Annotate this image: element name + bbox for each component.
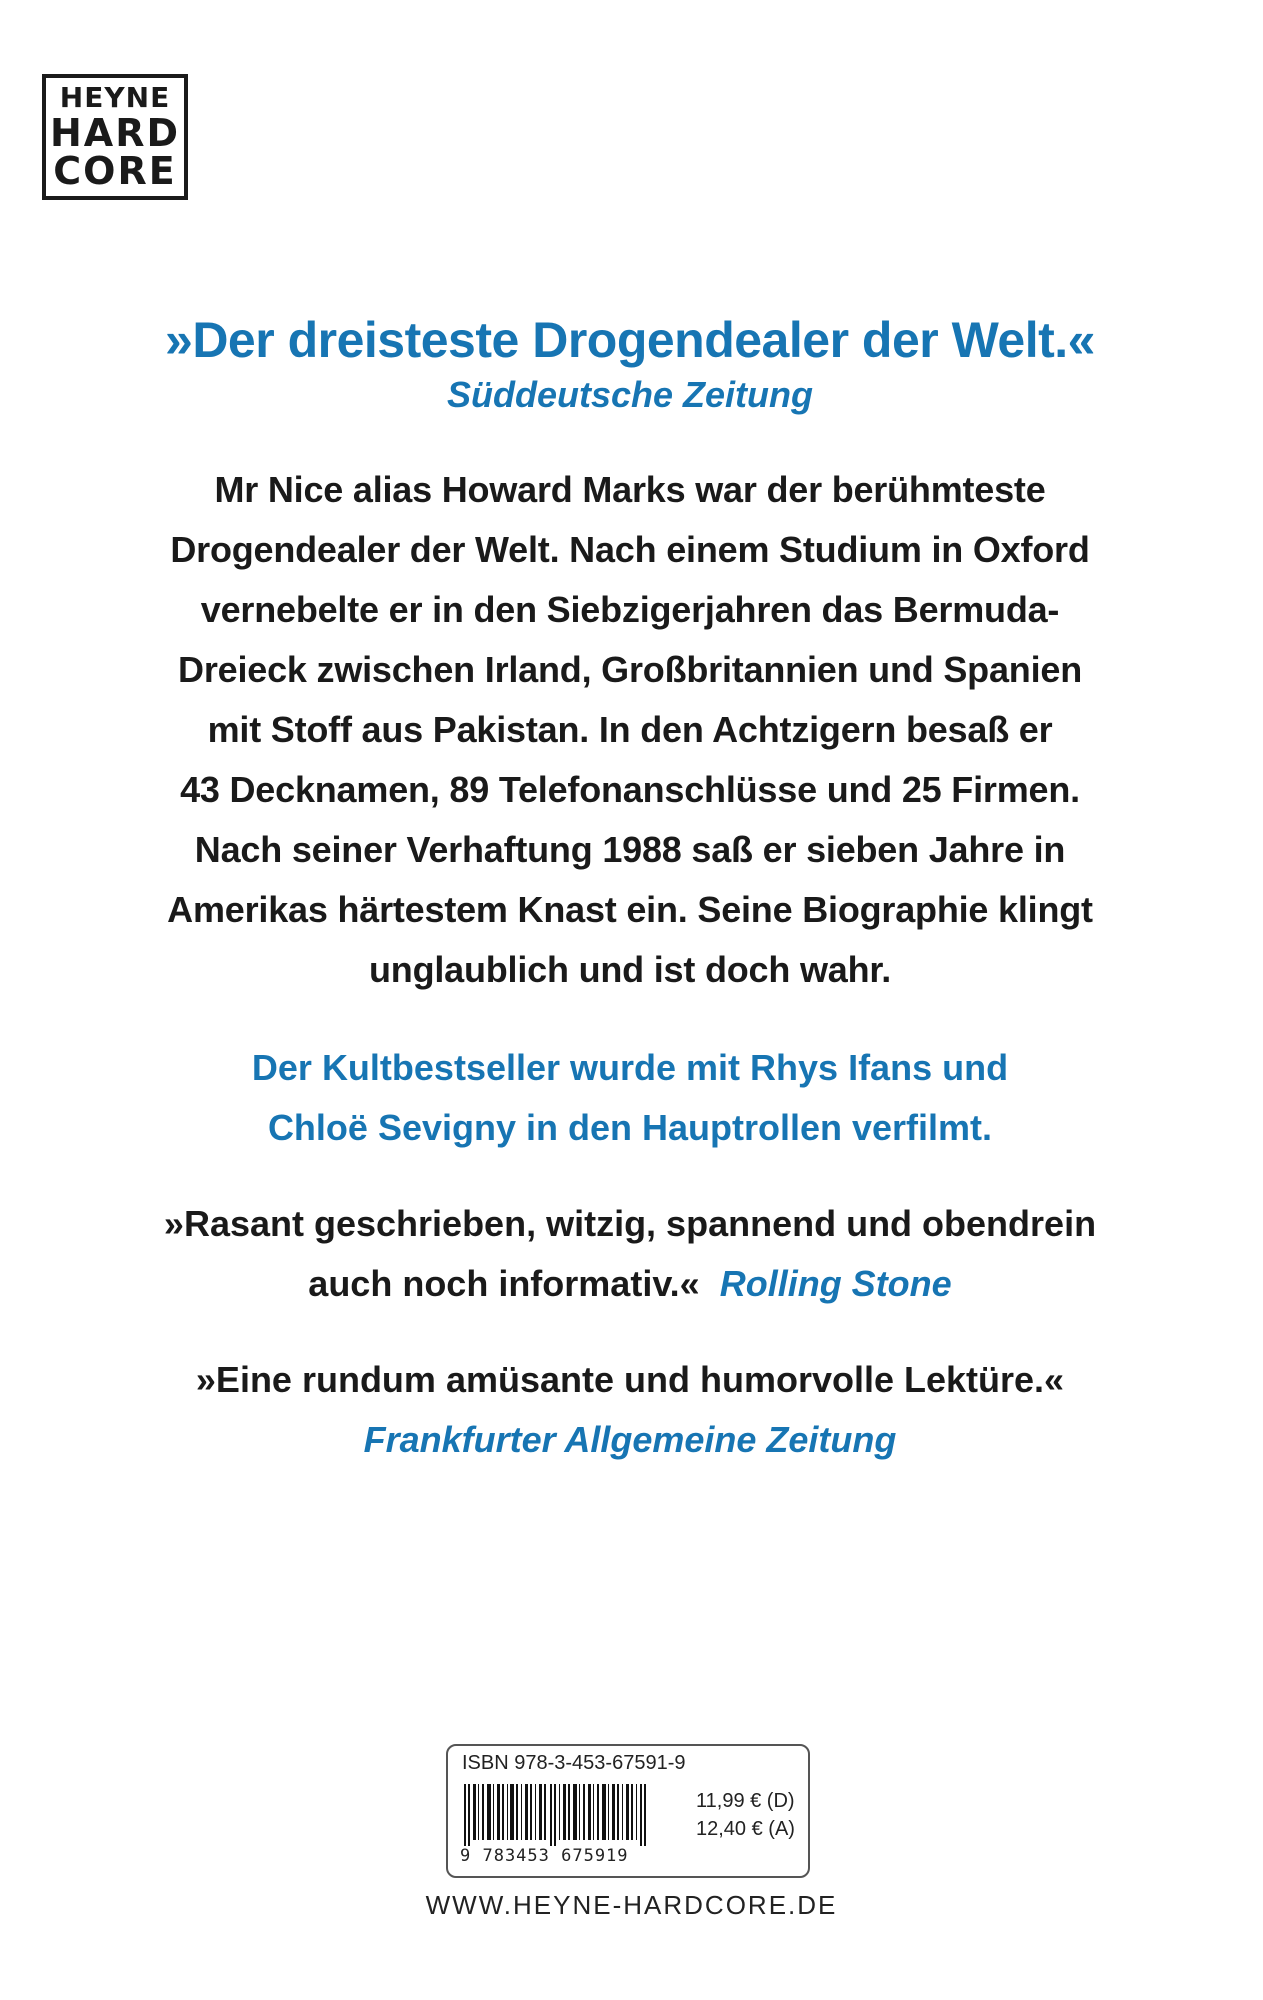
price-germany: 11,99 € (D) — [696, 1790, 795, 1812]
blurb-line: vernebelte er in den Siebzigerjahren das Bermuda- — [200, 589, 1060, 630]
review1-line-2: auch noch informativ.« — [308, 1263, 700, 1304]
review1-line-1: »Rasant geschrieben, witzig, spannend und obendrein — [163, 1203, 1097, 1244]
review-faz — [100, 1350, 1160, 1470]
barcode-digits: 9 783453 675919 — [460, 1846, 629, 1866]
blurb-line: Amerikas härtestem Knast ein. Seine Biographie klingt — [167, 889, 1093, 930]
review2-source: Frankfurter Allgemeine Zeitung — [363, 1419, 897, 1460]
barcode-box — [446, 1744, 810, 1878]
review2-line-1: »Eine rundum amüsante und humorvolle Lektüre.« — [195, 1359, 1065, 1400]
website-url: WWW.HEYNE-HARDCORE.DE — [425, 1890, 838, 1920]
headline-quote: »Der dreisteste Drogendealer der Welt.« — [165, 312, 1095, 368]
blurb — [100, 460, 1160, 1000]
logo-line-2: HARD — [49, 111, 180, 155]
film-line-2: Chloë Sevigny in den Hauptrollen verfilmt. — [267, 1107, 993, 1148]
price-austria: 12,40 € (A) — [696, 1818, 795, 1840]
logo-line-3: CORE — [53, 149, 177, 193]
blurb-line: mit Stoff aus Pakistan. In den Achtzigern besaß er — [207, 709, 1053, 750]
headline-source: Süddeutsche Zeitung — [446, 374, 813, 415]
blurb-line: Mr Nice alias Howard Marks war der berühmteste — [214, 469, 1046, 510]
blurb-line: Drogendealer der Welt. Nach einem Studium in Oxford — [170, 529, 1090, 570]
film-line-1: Der Kultbestseller wurde mit Rhys Ifans und — [251, 1047, 1009, 1088]
blurb-line: 43 Decknamen, 89 Telefonanschlüsse und 25 Firmen. — [180, 769, 1080, 810]
isbn-number: ISBN 978-3-453-67591-9 — [462, 1752, 686, 1774]
logo-line-1: HEYNE — [59, 81, 171, 114]
barcode-icon — [464, 1784, 646, 1846]
blurb-line: Nach seiner Verhaftung 1988 saß er sieben Jahre in — [194, 829, 1066, 870]
blurb-line: unglaublich und ist doch wahr. — [368, 949, 891, 990]
review1-source: Rolling Stone — [719, 1263, 952, 1304]
review-rolling-stone — [100, 1194, 1160, 1314]
film-note — [100, 1038, 1160, 1158]
back-cover-text — [100, 310, 1160, 1470]
publisher-logo — [42, 74, 188, 200]
blurb-line: Dreieck zwischen Irland, Großbritannien und Spanien — [178, 649, 1082, 690]
